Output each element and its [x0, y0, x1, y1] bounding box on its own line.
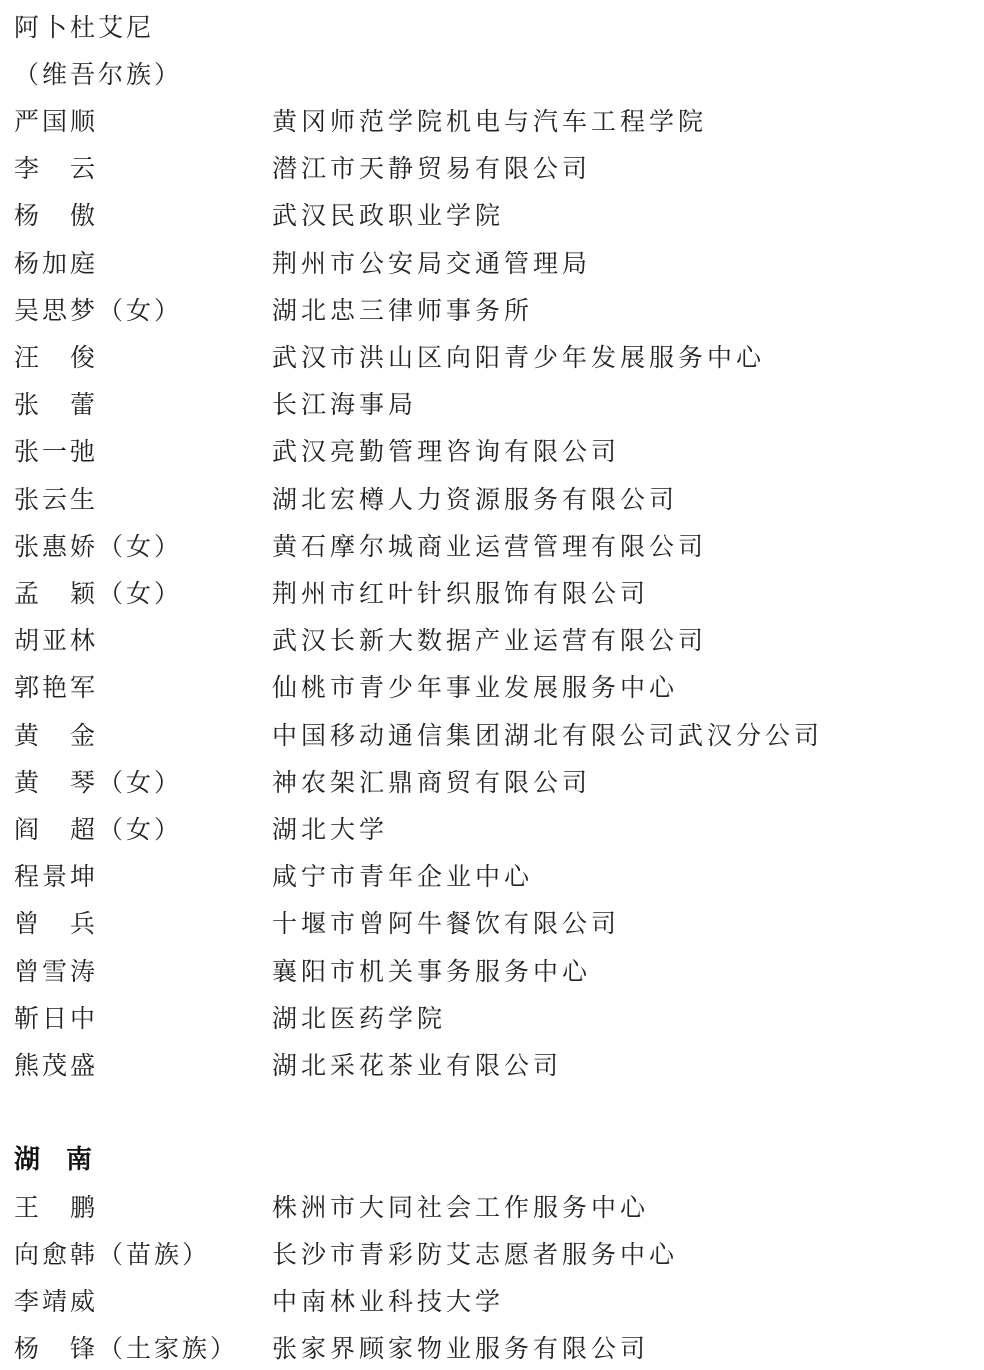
organization: 湖北采花茶业有限公司 [272, 1051, 563, 1080]
organization: 武汉市洪山区向阳青少年发展服务中心 [272, 343, 766, 372]
person-name: 吴思梦（女） [14, 296, 183, 325]
organization: 武汉长新大数据产业运营有限公司 [272, 626, 708, 655]
header-name-line2: （维吾尔族） [14, 60, 183, 89]
organization: 黄石摩尔城商业运营管理有限公司 [272, 532, 708, 561]
person-name: 李 云 [14, 154, 99, 183]
person-name: 张云生 [14, 485, 99, 514]
person-name: 张惠娇（女） [14, 532, 183, 561]
list-row [0, 668, 984, 708]
list-row [0, 102, 984, 142]
organization: 仙桃市青少年事业发展服务中心 [272, 673, 679, 702]
person-name: 黄 金 [14, 721, 99, 750]
person-name: 向愈韩（苗族） [14, 1240, 211, 1269]
header-name-line1: 阿卜杜艾尼 [14, 13, 155, 42]
person-name: 黄 琴（女） [14, 768, 183, 797]
organization: 潜江市天静贸易有限公司 [272, 154, 592, 183]
list-row [0, 244, 984, 284]
list-row [0, 338, 984, 378]
organization: 湖北忠三律师事务所 [272, 296, 534, 325]
organization: 湖北医药学院 [272, 1004, 447, 1033]
list-row [0, 1188, 984, 1228]
person-name: 王 鹏 [14, 1193, 99, 1222]
organization: 湖北大学 [272, 815, 389, 844]
section-heading-hunan: 湖 南 [14, 1145, 93, 1175]
person-name: 熊茂盛 [14, 1051, 99, 1080]
list-row [0, 527, 984, 567]
list-row [0, 1282, 984, 1322]
organization: 长沙市青彩防艾志愿者服务中心 [272, 1240, 679, 1269]
organization: 武汉民政职业学院 [272, 201, 505, 230]
person-name: 杨 锋（土家族） [14, 1334, 239, 1363]
list-row [0, 1046, 984, 1086]
list-row [0, 952, 984, 992]
list-row [0, 857, 984, 897]
person-name: 程景坤 [14, 862, 99, 891]
person-name: 胡亚林 [14, 626, 99, 655]
list-row [0, 621, 984, 661]
person-name: 李靖威 [14, 1287, 99, 1316]
person-name: 郭艳军 [14, 673, 99, 702]
list-row [0, 1235, 984, 1275]
person-name: 汪 俊 [14, 343, 99, 372]
organization: 神农架汇鼎商贸有限公司 [272, 768, 592, 797]
organization: 襄阳市机关事务服务中心 [272, 957, 592, 986]
person-name: 张 蕾 [14, 390, 99, 419]
list-row [0, 574, 984, 614]
organization: 武汉亮勤管理咨询有限公司 [272, 437, 621, 466]
organization: 十堰市曾阿牛餐饮有限公司 [272, 909, 621, 938]
list-row [0, 291, 984, 331]
person-name: 靳日中 [14, 1004, 99, 1033]
person-name: 曾 兵 [14, 909, 99, 938]
organization: 黄冈师范学院机电与汽车工程学院 [272, 107, 708, 136]
list-row [0, 716, 984, 756]
organization: 咸宁市青年企业中心 [272, 862, 534, 891]
organization: 中南林业科技大学 [272, 1287, 505, 1316]
person-name: 严国顺 [14, 107, 99, 136]
list-row [0, 1329, 984, 1369]
organization: 长江海事局 [272, 390, 418, 419]
organization: 湖北宏樽人力资源服务有限公司 [272, 485, 679, 514]
organization: 荆州市红叶针织服饰有限公司 [272, 579, 650, 608]
organization: 株洲市大同社会工作服务中心 [272, 1193, 650, 1222]
person-name: 杨加庭 [14, 249, 99, 278]
list-row [0, 763, 984, 803]
list-row [0, 149, 984, 189]
list-row [0, 810, 984, 850]
person-name: 孟 颖（女） [14, 579, 183, 608]
person-name: 阎 超（女） [14, 815, 183, 844]
organization: 中国移动通信集团湖北有限公司武汉分公司 [272, 721, 824, 750]
person-name: 曾雪涛 [14, 957, 99, 986]
list-row [0, 999, 984, 1039]
list-row [0, 480, 984, 520]
list-row [0, 904, 984, 944]
list-row [0, 432, 984, 472]
person-name: 杨 傲 [14, 201, 99, 230]
person-name: 张一弛 [14, 437, 99, 466]
list-row [0, 196, 984, 236]
organization: 张家界顾家物业服务有限公司 [272, 1334, 650, 1363]
organization: 荆州市公安局交通管理局 [272, 249, 592, 278]
list-row [0, 385, 984, 425]
